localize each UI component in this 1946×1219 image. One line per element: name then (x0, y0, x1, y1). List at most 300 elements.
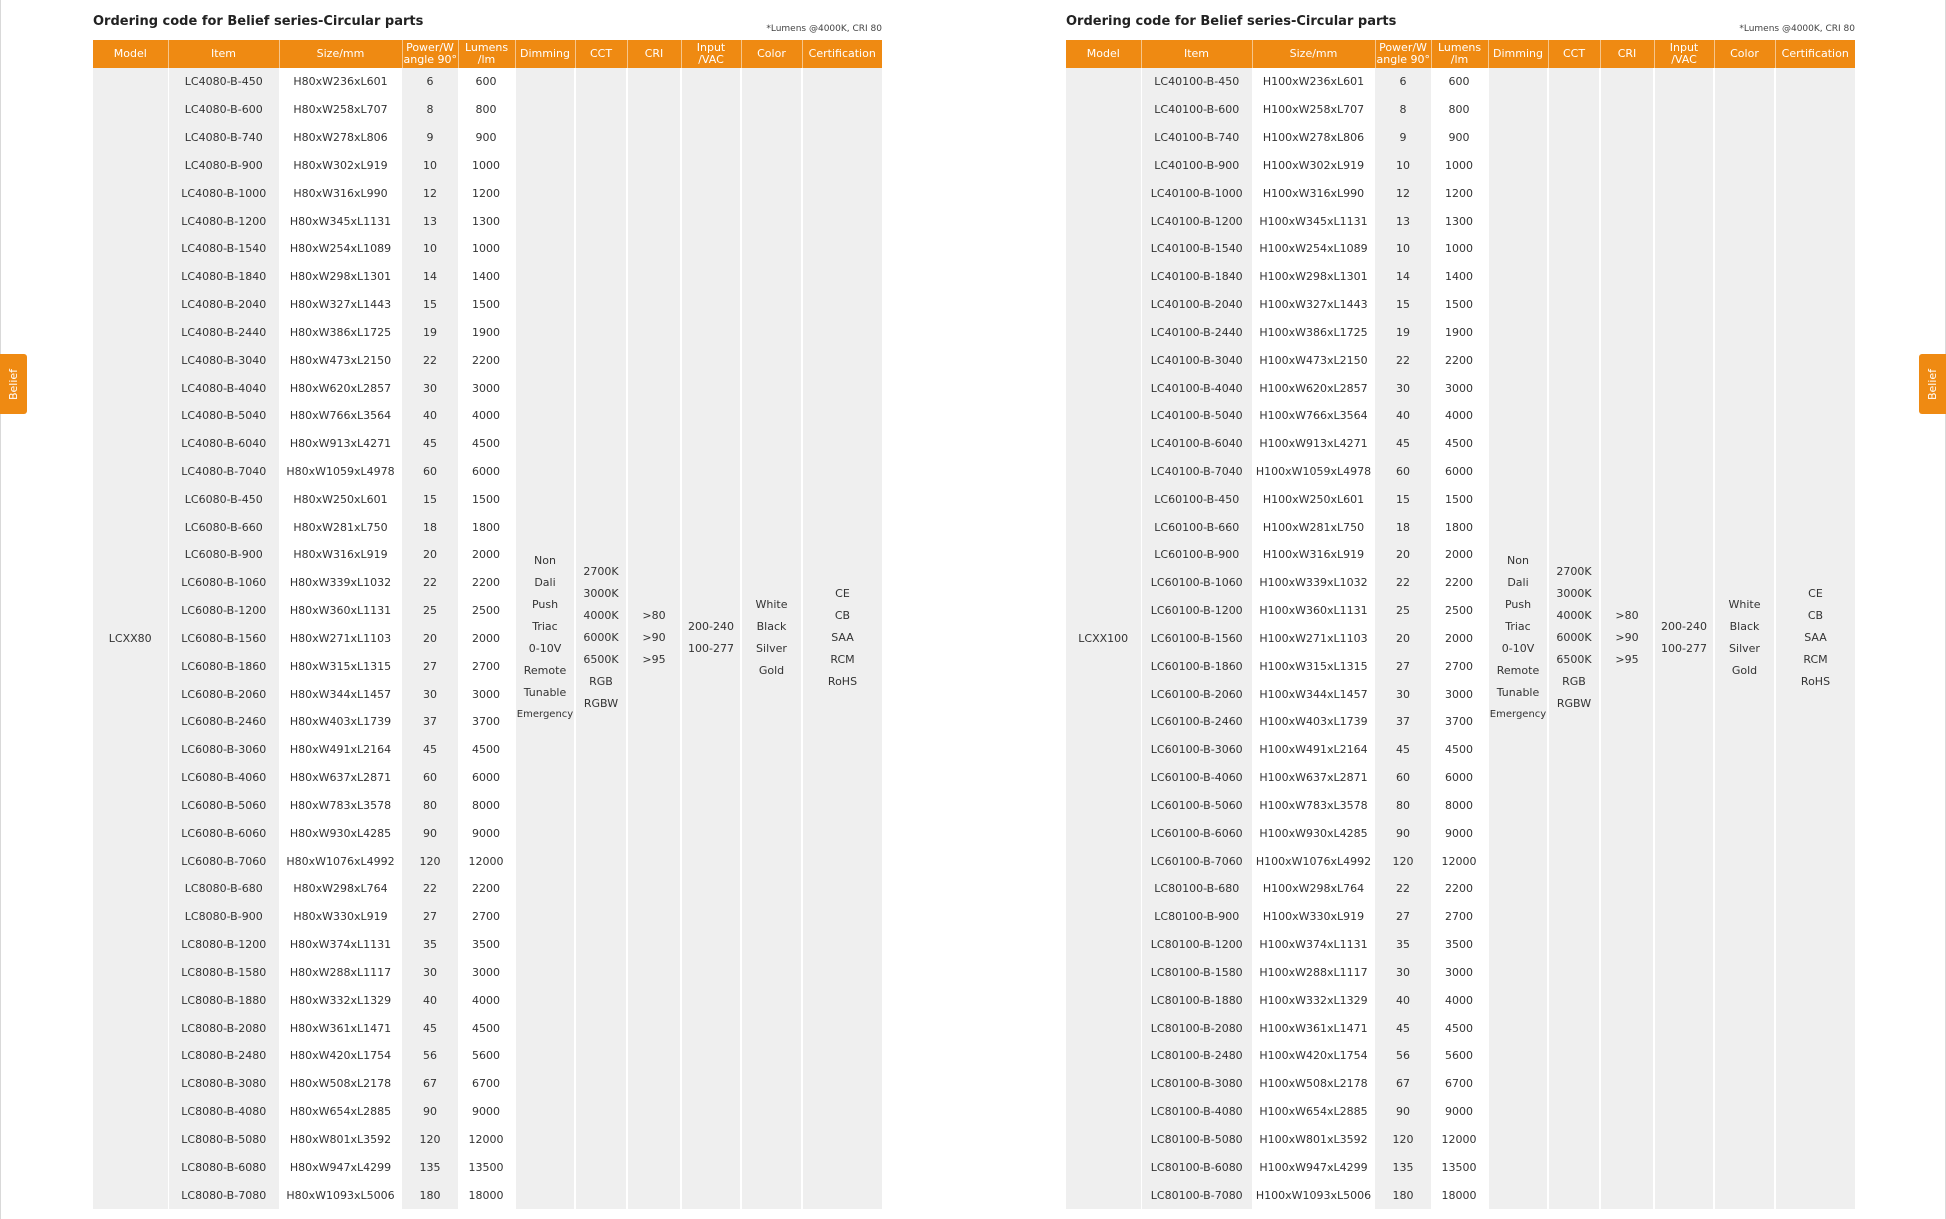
lumens-cell: 1500 (458, 291, 515, 319)
lumens-cell: 1000 (458, 151, 515, 179)
lumens-cell: 2700 (458, 903, 515, 931)
power-cell: 25 (402, 597, 458, 625)
lumens-cell: 12000 (458, 847, 515, 875)
size-cell: H80xW298xL764 (279, 875, 402, 903)
power-cell: 45 (1375, 430, 1431, 458)
header-lumens-line2: /lm (1450, 53, 1469, 66)
side-tab-label: Belief (1926, 368, 1940, 400)
power-cell: 19 (402, 318, 458, 346)
power-cell: 30 (1375, 680, 1431, 708)
item-cell: LC4080-B-2440 (168, 318, 279, 346)
lumens-cell: 8000 (1431, 792, 1488, 820)
lumens-cell: 12000 (1431, 847, 1488, 875)
lumens-cell: 6000 (1431, 764, 1488, 792)
power-cell: 20 (402, 625, 458, 653)
lumens-cell: 6000 (1431, 458, 1488, 486)
item-cell: LC8080-B-900 (168, 903, 279, 931)
header-lumens (1431, 40, 1488, 68)
lumens-cell: 1500 (458, 485, 515, 513)
lumens-cell: 9000 (1431, 819, 1488, 847)
item-cell: LC80100-B-900 (1141, 903, 1252, 931)
size-cell: H80xW1076xL4992 (279, 847, 402, 875)
item-cell: LC6080-B-450 (168, 485, 279, 513)
lumens-cell: 1500 (1431, 291, 1488, 319)
size-cell: H100xW360xL1131 (1252, 597, 1375, 625)
power-cell: 45 (1375, 1014, 1431, 1042)
item-cell: LC80100-B-1200 (1141, 931, 1252, 959)
item-cell: LC8080-B-2480 (168, 1042, 279, 1070)
dimming-cell-value: Triac (1505, 620, 1531, 634)
size-cell: H100xW654xL2885 (1252, 1098, 1375, 1126)
item-cell: LC8080-B-7080 (168, 1181, 279, 1209)
item-cell: LC80100-B-680 (1141, 875, 1252, 903)
power-cell: 8 (1375, 96, 1431, 124)
dimming-cell-value: Remote (523, 664, 567, 678)
item-cell: LC40100-B-600 (1141, 96, 1252, 124)
item-cell: LC60100-B-4060 (1141, 764, 1252, 792)
power-cell: 13 (1375, 207, 1431, 235)
power-cell: 12 (402, 179, 458, 207)
power-cell: 6 (402, 68, 458, 96)
size-cell: H100xW327xL1443 (1252, 291, 1375, 319)
lumens-cell: 6700 (458, 1070, 515, 1098)
lumens-cell: 6700 (1431, 1070, 1488, 1098)
power-cell: 60 (1375, 764, 1431, 792)
size-cell: H80xW1093xL5006 (279, 1181, 402, 1209)
header-power-line2: angle 90° (403, 53, 458, 66)
cri-cell-value: >80 (1615, 609, 1639, 623)
lumens-cell: 4000 (458, 986, 515, 1014)
size-cell: H100xW386xL1725 (1252, 318, 1375, 346)
item-cell: LC40100-B-3040 (1141, 346, 1252, 374)
item-cell: LC80100-B-3080 (1141, 1070, 1252, 1098)
lumens-cell: 1200 (1431, 179, 1488, 207)
item-cell: LC40100-B-1200 (1141, 207, 1252, 235)
lumens-cell: 4500 (1431, 430, 1488, 458)
size-cell: H100xW278xL806 (1252, 124, 1375, 152)
size-cell: H100xW473xL2150 (1252, 346, 1375, 374)
header-color: Color (741, 40, 802, 68)
header-power (402, 40, 458, 68)
lumens-cell: 2200 (458, 875, 515, 903)
dimming-cell-value: 0-10V (528, 642, 562, 656)
item-cell: LC40100-B-7040 (1141, 458, 1252, 486)
power-cell: 56 (402, 1042, 458, 1070)
color-cell-value: White (1728, 598, 1761, 612)
lumens-cell: 1800 (458, 513, 515, 541)
item-cell: LC60100-B-1560 (1141, 625, 1252, 653)
item-cell: LC4080-B-740 (168, 124, 279, 152)
power-cell: 135 (402, 1153, 458, 1181)
power-cell: 56 (1375, 1042, 1431, 1070)
dimming-cell-value: Tunable (1496, 686, 1540, 700)
power-cell: 30 (402, 959, 458, 987)
item-cell: LC4080-B-2040 (168, 291, 279, 319)
side-tab-right (1919, 354, 1946, 414)
side-tab-label: Belief (7, 368, 21, 400)
item-cell: LC4080-B-1840 (168, 263, 279, 291)
cct-cell (575, 68, 627, 1209)
lumens-cell: 9000 (458, 819, 515, 847)
header-cct: CCT (575, 40, 627, 68)
power-cell: 120 (402, 1125, 458, 1153)
lumens-cell: 2000 (458, 625, 515, 653)
item-cell: LC6080-B-660 (168, 513, 279, 541)
cct-cell-value: 3000K (583, 587, 619, 601)
size-cell: H100xW620xL2857 (1252, 374, 1375, 402)
header-lumens-line2: /lm (477, 53, 496, 66)
item-cell: LC8080-B-6080 (168, 1153, 279, 1181)
size-cell: H80xW374xL1131 (279, 931, 402, 959)
item-cell: LC6080-B-7060 (168, 847, 279, 875)
header-certification: Certification (802, 40, 882, 68)
certification-cell-value: RoHS (1800, 675, 1831, 689)
header-color: Color (1714, 40, 1775, 68)
power-cell: 6 (1375, 68, 1431, 96)
size-cell: H80xW278xL806 (279, 124, 402, 152)
size-cell: H100xW374xL1131 (1252, 931, 1375, 959)
lumens-cell: 1300 (1431, 207, 1488, 235)
lumens-cell: 1400 (458, 263, 515, 291)
lumens-cell: 4500 (458, 430, 515, 458)
table-row (93, 68, 882, 96)
input-cell-value: 200-240 (688, 620, 734, 634)
header-power (1375, 40, 1431, 68)
header-model: Model (1066, 40, 1141, 68)
size-cell: H100xW316xL990 (1252, 179, 1375, 207)
header-lumens-line1: Lumens (464, 41, 509, 54)
cri-cell (627, 68, 681, 1209)
header-power-line1: Power/W (406, 41, 454, 54)
size-cell: H100xW1076xL4992 (1252, 847, 1375, 875)
lumens-cell: 3000 (1431, 374, 1488, 402)
item-cell: LC8080-B-4080 (168, 1098, 279, 1126)
color-cell-value: Silver (1729, 642, 1760, 656)
item-cell: LC4080-B-1200 (168, 207, 279, 235)
size-cell: H100xW361xL1471 (1252, 1014, 1375, 1042)
header-lumens-line1: Lumens (1437, 41, 1482, 54)
cct-cell-value: RGBW (583, 697, 619, 711)
table-row (1066, 68, 1855, 96)
page-edge-left (0, 0, 1, 1219)
lumens-cell: 2700 (1431, 652, 1488, 680)
size-cell: H100xW508xL2178 (1252, 1070, 1375, 1098)
power-cell: 27 (1375, 652, 1431, 680)
power-cell: 19 (1375, 318, 1431, 346)
header-input-line1: Input (696, 41, 726, 54)
size-cell: H100xW491xL2164 (1252, 736, 1375, 764)
header-item: Item (168, 40, 279, 68)
lumens-cell: 2000 (1431, 625, 1488, 653)
certification-cell-value: RoHS (827, 675, 858, 689)
size-cell: H80xW1059xL4978 (279, 458, 402, 486)
lumens-cell: 1500 (1431, 485, 1488, 513)
dimming-cell-value: Triac (532, 620, 558, 634)
cri-cell-value: >90 (1615, 631, 1639, 645)
size-cell: H80xW491xL2164 (279, 736, 402, 764)
power-cell: 60 (402, 458, 458, 486)
item-cell: LC80100-B-5080 (1141, 1125, 1252, 1153)
size-cell: H100xW302xL919 (1252, 151, 1375, 179)
item-cell: LC4080-B-6040 (168, 430, 279, 458)
cri-cell-value: >95 (642, 653, 666, 667)
power-cell: 27 (402, 652, 458, 680)
lumens-cell: 2200 (1431, 875, 1488, 903)
size-cell: H100xW332xL1329 (1252, 986, 1375, 1014)
item-cell: LC60100-B-6060 (1141, 819, 1252, 847)
power-cell: 120 (402, 847, 458, 875)
model-cell: LCXX80 (93, 68, 168, 1209)
size-cell: H80xW801xL3592 (279, 1125, 402, 1153)
input-cell-value: 100-277 (688, 642, 734, 656)
power-cell: 27 (402, 903, 458, 931)
header-lumens (458, 40, 515, 68)
item-cell: LC4080-B-7040 (168, 458, 279, 486)
item-cell: LC8080-B-2080 (168, 1014, 279, 1042)
item-cell: LC80100-B-1580 (1141, 959, 1252, 987)
dimming-cell-value: Dali (1507, 576, 1529, 590)
item-cell: LC40100-B-1540 (1141, 235, 1252, 263)
lumens-cell: 4500 (458, 1014, 515, 1042)
power-cell: 67 (402, 1070, 458, 1098)
header-size: Size/mm (1252, 40, 1375, 68)
size-cell: H100xW254xL1089 (1252, 235, 1375, 263)
item-cell: LC40100-B-450 (1141, 68, 1252, 96)
size-cell: H80xW361xL1471 (279, 1014, 402, 1042)
lumens-cell: 900 (458, 124, 515, 152)
size-cell: H80xW620xL2857 (279, 374, 402, 402)
item-cell: LC4080-B-1540 (168, 235, 279, 263)
power-cell: 20 (1375, 541, 1431, 569)
item-cell: LC4080-B-900 (168, 151, 279, 179)
size-cell: H100xW1059xL4978 (1252, 458, 1375, 486)
size-cell: H80xW473xL2150 (279, 346, 402, 374)
size-cell: H80xW420xL1754 (279, 1042, 402, 1070)
power-cell: 45 (1375, 736, 1431, 764)
size-cell: H80xW327xL1443 (279, 291, 402, 319)
header-cri: CRI (627, 40, 681, 68)
power-cell: 30 (402, 374, 458, 402)
power-cell: 90 (402, 819, 458, 847)
color-cell-value: Gold (1731, 664, 1758, 678)
size-cell: H80xW339xL1032 (279, 569, 402, 597)
lumens-note: *Lumens @4000K, CRI 80 (1739, 24, 1855, 34)
item-cell: LC40100-B-6040 (1141, 430, 1252, 458)
size-cell: H100xW345xL1131 (1252, 207, 1375, 235)
lumens-cell: 2000 (1431, 541, 1488, 569)
dimming-cell-value: Remote (1496, 664, 1540, 678)
power-cell: 10 (1375, 235, 1431, 263)
size-cell: H80xW783xL3578 (279, 792, 402, 820)
power-cell: 22 (1375, 346, 1431, 374)
header-cct: CCT (1548, 40, 1600, 68)
lumens-cell: 3000 (458, 680, 515, 708)
side-tab-left (0, 354, 27, 414)
power-cell: 15 (1375, 485, 1431, 513)
lumens-cell: 1000 (1431, 235, 1488, 263)
power-cell: 14 (1375, 263, 1431, 291)
item-cell: LC80100-B-1880 (1141, 986, 1252, 1014)
power-cell: 9 (1375, 124, 1431, 152)
item-cell: LC60100-B-1060 (1141, 569, 1252, 597)
header-input (681, 40, 741, 68)
header-dimming: Dimming (1488, 40, 1548, 68)
panel-title: Ordering code for Belief series-Circular parts (1066, 14, 1397, 29)
dimming-cell (515, 68, 575, 1209)
item-cell: LC6080-B-1060 (168, 569, 279, 597)
power-cell: 40 (1375, 986, 1431, 1014)
size-cell: H80xW332xL1329 (279, 986, 402, 1014)
color-cell (1714, 68, 1775, 1209)
power-cell: 45 (402, 430, 458, 458)
header-item: Item (1141, 40, 1252, 68)
size-cell: H80xW236xL601 (279, 68, 402, 96)
item-cell: LC4080-B-1000 (168, 179, 279, 207)
size-cell: H80xW637xL2871 (279, 764, 402, 792)
size-cell: H100xW288xL1117 (1252, 959, 1375, 987)
size-cell: H80xW386xL1725 (279, 318, 402, 346)
lumens-cell: 1800 (1431, 513, 1488, 541)
lumens-cell: 1000 (458, 235, 515, 263)
lumens-cell: 3000 (1431, 680, 1488, 708)
item-cell: LC6080-B-1860 (168, 652, 279, 680)
item-cell: LC6080-B-1200 (168, 597, 279, 625)
size-cell: H80xW250xL601 (279, 485, 402, 513)
dimming-cell-value: 0-10V (1501, 642, 1535, 656)
lumens-cell: 3000 (458, 959, 515, 987)
color-cell (741, 68, 802, 1209)
header-row (1066, 40, 1855, 68)
cct-cell-value: RGBW (1556, 697, 1592, 711)
size-cell: H100xW271xL1103 (1252, 625, 1375, 653)
size-cell: H80xW316xL990 (279, 179, 402, 207)
certification-cell-value: SAA (831, 631, 854, 645)
lumens-cell: 900 (1431, 124, 1488, 152)
power-cell: 12 (1375, 179, 1431, 207)
lumens-cell: 5600 (1431, 1042, 1488, 1070)
power-cell: 80 (1375, 792, 1431, 820)
item-cell: LC4080-B-450 (168, 68, 279, 96)
size-cell: H80xW288xL1117 (279, 959, 402, 987)
size-cell: H100xW298xL764 (1252, 875, 1375, 903)
power-cell: 14 (402, 263, 458, 291)
power-cell: 15 (1375, 291, 1431, 319)
lumens-cell: 1300 (458, 207, 515, 235)
power-cell: 18 (1375, 513, 1431, 541)
item-cell: LC40100-B-1840 (1141, 263, 1252, 291)
power-cell: 30 (1375, 959, 1431, 987)
cri-cell (1600, 68, 1654, 1209)
lumens-cell: 3700 (1431, 708, 1488, 736)
item-cell: LC40100-B-5040 (1141, 402, 1252, 430)
size-cell: H100xW801xL3592 (1252, 1125, 1375, 1153)
power-cell: 35 (1375, 931, 1431, 959)
header-input-line1: Input (1669, 41, 1699, 54)
item-cell: LC40100-B-900 (1141, 151, 1252, 179)
item-cell: LC80100-B-4080 (1141, 1098, 1252, 1126)
item-cell: LC40100-B-1000 (1141, 179, 1252, 207)
cri-cell-value: >90 (642, 631, 666, 645)
item-cell: LC6080-B-1560 (168, 625, 279, 653)
item-cell: LC8080-B-5080 (168, 1125, 279, 1153)
dimming-cell-value: Emergency (516, 709, 574, 721)
certification-cell-value: CE (1808, 587, 1823, 601)
item-cell: LC40100-B-2040 (1141, 291, 1252, 319)
power-cell: 35 (402, 931, 458, 959)
power-cell: 10 (402, 151, 458, 179)
size-cell: H100xW316xL919 (1252, 541, 1375, 569)
dimming-cell-value: Emergency (1489, 709, 1547, 721)
header-input-line2: /VAC (1671, 53, 1697, 66)
size-cell: H80xW508xL2178 (279, 1070, 402, 1098)
item-cell: LC80100-B-6080 (1141, 1153, 1252, 1181)
cct-cell-value: 6500K (583, 653, 619, 667)
certification-cell (1775, 68, 1855, 1209)
size-cell: H80xW330xL919 (279, 903, 402, 931)
lumens-cell: 18000 (1431, 1181, 1488, 1209)
size-cell: H100xW339xL1032 (1252, 569, 1375, 597)
item-cell: LC60100-B-2460 (1141, 708, 1252, 736)
lumens-cell: 3000 (458, 374, 515, 402)
size-cell: H80xW930xL4285 (279, 819, 402, 847)
input-cell (681, 68, 741, 1209)
power-cell: 20 (402, 541, 458, 569)
item-cell: LC80100-B-2080 (1141, 1014, 1252, 1042)
lumens-cell: 3500 (458, 931, 515, 959)
size-cell: H80xW344xL1457 (279, 680, 402, 708)
size-cell: H100xW258xL707 (1252, 96, 1375, 124)
dimming-cell-value: Non (1507, 554, 1529, 568)
lumens-cell: 1000 (1431, 151, 1488, 179)
power-cell: 90 (1375, 819, 1431, 847)
item-cell: LC6080-B-2460 (168, 708, 279, 736)
size-cell: H80xW913xL4271 (279, 430, 402, 458)
lumens-cell: 1900 (458, 318, 515, 346)
power-cell: 10 (402, 235, 458, 263)
power-cell: 37 (1375, 708, 1431, 736)
certification-cell-value: CB (1807, 609, 1824, 623)
lumens-cell: 3500 (1431, 931, 1488, 959)
power-cell: 27 (1375, 903, 1431, 931)
cct-cell-value: 4000K (1556, 609, 1592, 623)
certification-cell-value: RCM (1803, 653, 1828, 667)
dimming-cell-value: Dali (534, 576, 556, 590)
item-cell: LC8080-B-1880 (168, 986, 279, 1014)
power-cell: 40 (402, 402, 458, 430)
lumens-cell: 2200 (1431, 569, 1488, 597)
item-cell: LC6080-B-2060 (168, 680, 279, 708)
lumens-cell: 5600 (458, 1042, 515, 1070)
color-cell-value: Silver (756, 642, 787, 656)
power-cell: 22 (402, 346, 458, 374)
size-cell: H80xW298xL1301 (279, 263, 402, 291)
lumens-cell: 600 (458, 68, 515, 96)
power-cell: 22 (1375, 569, 1431, 597)
size-cell: H100xW403xL1739 (1252, 708, 1375, 736)
lumens-cell: 2200 (458, 569, 515, 597)
power-cell: 8 (402, 96, 458, 124)
lumens-note: *Lumens @4000K, CRI 80 (766, 24, 882, 34)
lumens-cell: 2700 (458, 652, 515, 680)
lumens-cell: 12000 (458, 1125, 515, 1153)
size-cell: H80xW947xL4299 (279, 1153, 402, 1181)
item-cell: LC60100-B-3060 (1141, 736, 1252, 764)
item-cell: LC60100-B-1200 (1141, 597, 1252, 625)
size-cell: H80xW302xL919 (279, 151, 402, 179)
size-cell: H100xW420xL1754 (1252, 1042, 1375, 1070)
item-cell: LC60100-B-900 (1141, 541, 1252, 569)
header-cri: CRI (1600, 40, 1654, 68)
